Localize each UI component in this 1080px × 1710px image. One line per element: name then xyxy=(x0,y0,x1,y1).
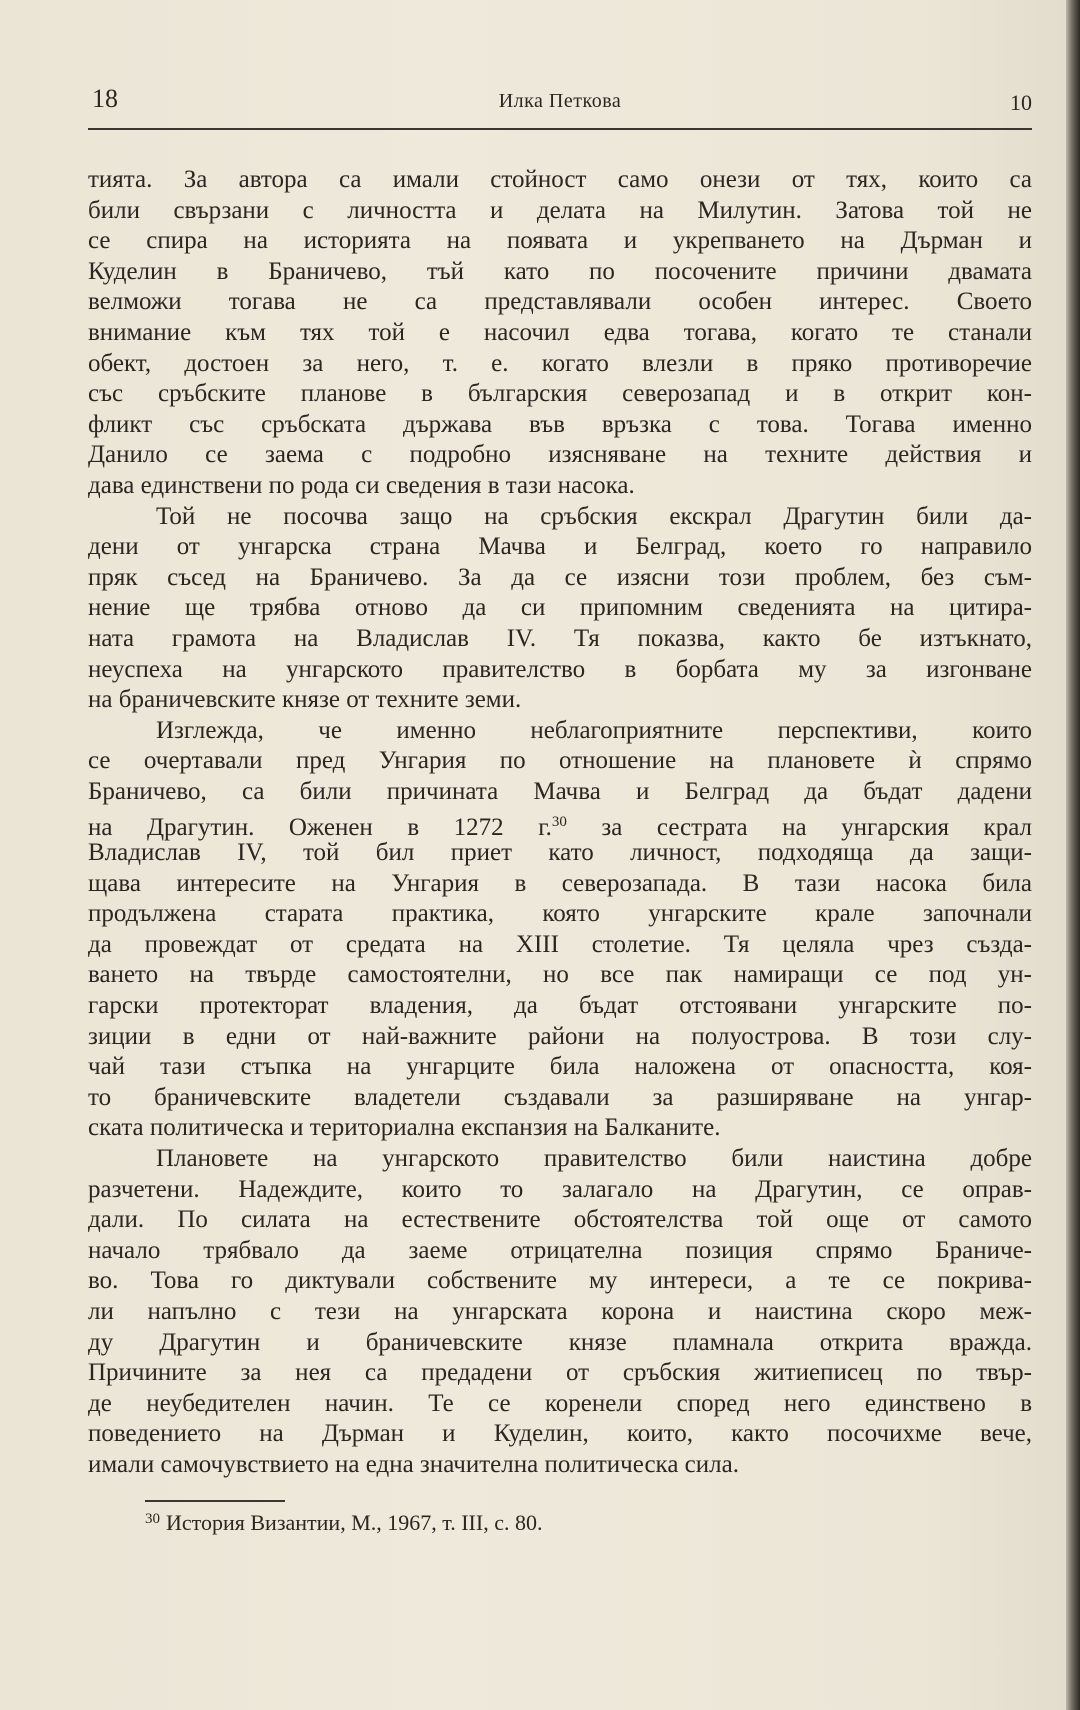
text-line: дали. По силата на естествените обстоятелства той още от самото xyxy=(88,1206,1032,1234)
text-line: се спира на историята на появата и укрепването на Дърман и xyxy=(88,227,1032,255)
text-line: обект, достоен за него, т. е. когато влезли в пряко противоречие xyxy=(88,349,1032,377)
text-line: гарски протекторат владения, да бъдат отстоявани унгарските по- xyxy=(88,992,1032,1020)
body-text xyxy=(88,165,1032,1481)
text-line: Плановете на унгарското правителство били наистина добре xyxy=(156,1145,1032,1172)
text-line: Той не посочва защо на сръбския екскрал Драгутин били да- xyxy=(156,502,1032,530)
text-line: дава единствени по рода си сведения в тази насока. xyxy=(88,471,635,499)
footnote-text: История Византии, М., 1967, т. III, с. 80. xyxy=(166,1510,543,1535)
text-line: да провеждат от средата на XIII столетие. Тя целяла чрез създа- xyxy=(88,930,1032,958)
text-line: били свързани с личността и делата на Милутин. Затова той не xyxy=(88,196,1032,224)
chapter-number: 10 xyxy=(1010,90,1032,115)
page-header xyxy=(88,84,1032,124)
text-line: Браничево, са били причината Мачва и Белград да бъдат дадени xyxy=(88,777,1032,805)
page-number: 18 xyxy=(92,84,118,113)
text-line: Изглежда, че именно неблагоприятните перспективи, които xyxy=(156,716,1032,744)
text-line: ната грамота на Владислав IV. Тя показва, както бе изтъкнато, xyxy=(88,624,1032,652)
text-line: поведението на Дърман и Куделин, които, както посочихме вече, xyxy=(88,1420,1032,1448)
text-line: се очертавали пред Унгария по отношение на плановете ѝ спрямо xyxy=(88,747,1032,775)
text-line: начало трябвало да заеме отрицателна позиция спрямо Браниче- xyxy=(88,1236,1032,1264)
text-line: на браничевските князе от техните земи. xyxy=(88,686,522,714)
footnote xyxy=(145,1510,542,1536)
text-line: во. Това го диктували собствените му интереси, а те се покрива- xyxy=(88,1267,1032,1295)
text-line: Данило се заема с подробно изясняване на техните действия и xyxy=(88,441,1032,469)
header-rule xyxy=(88,128,1032,130)
text-line: внимание към тях той е насочил едва тогава, когато те станали xyxy=(88,318,1032,346)
text-line: ду Драгутин и браничевските князе пламнала открита вражда. xyxy=(88,1328,1032,1356)
text-line: дени от унгарска страна Мачва и Белград, което го направило xyxy=(88,533,1032,561)
text-line: Владислав IV, той бил приет като личност, подходяща да защи- xyxy=(88,839,1032,867)
text-line: ската политическа и териториална експанзия на Балканите. xyxy=(88,1114,721,1142)
text-line: продължена старата практика, която унгарските крале започнали xyxy=(88,900,1032,928)
footnote-reference: 30 xyxy=(551,814,567,831)
text-line: велможи тогава не са представлявали особен интерес. Своето xyxy=(88,288,1032,316)
text-line-with-footnote xyxy=(88,807,1032,842)
running-head: Илка Петкова xyxy=(498,90,622,112)
text-line: де неубедителен начин. Те се коренели според него единствено в xyxy=(88,1389,1032,1417)
text-line: имали самочувствието на една значителна политическа сила. xyxy=(88,1450,739,1478)
text-line: разчетени. Надеждите, които то залагало на Драгутин, се оправ- xyxy=(88,1175,1032,1203)
text-line: тията. За автора са имали стойност само онези от тях, които са xyxy=(88,166,1032,193)
text-line: със сръбските планове в българския северозапад и в открит кон- xyxy=(88,380,1032,408)
text-segment: за сестрата на унгарския крал xyxy=(566,814,1032,842)
page-edge-shadow xyxy=(1066,0,1080,1710)
text-line: зиции в едни от най-важните райони на полуострова. В този слу- xyxy=(88,1022,1032,1050)
text-line: Куделин в Браничево, тъй като по посочените причини двамата xyxy=(88,257,1032,285)
footnote-rule xyxy=(145,1500,285,1502)
text-line: то браничевските владетели създавали за разширяване на унгар- xyxy=(88,1083,1032,1111)
text-line: чай тази стъпка на унгарците била наложена от опасността, коя- xyxy=(88,1053,1032,1081)
footnote-number: 30 xyxy=(145,1511,160,1527)
text-line: фликт със сръбската държава във връзка с това. Тогава именно xyxy=(88,410,1032,438)
text-line: неуспеха на унгарското правителство в борбата му за изгонване xyxy=(88,655,1032,683)
text-line: ването на твърде самостоятелни, но все пак намиращи се под ун- xyxy=(88,961,1032,989)
text-line: пряк съсед на Браничево. За да се изясни този проблем, без съм- xyxy=(88,563,1032,591)
text-line: ли напълно с тези на унгарската корона и наистина скоро меж- xyxy=(88,1297,1032,1325)
text-line: Причините за нея са предадени от сръбския житиеписец по твър- xyxy=(88,1359,1032,1387)
text-segment: на Драгутин. Оженен в 1272 г. xyxy=(88,814,552,842)
text-line: нение ще трябва отново да си припомним сведенията на цитира- xyxy=(88,594,1032,622)
text-line: щава интересите на Унгария в северозапада. В тази насока била xyxy=(88,869,1032,897)
